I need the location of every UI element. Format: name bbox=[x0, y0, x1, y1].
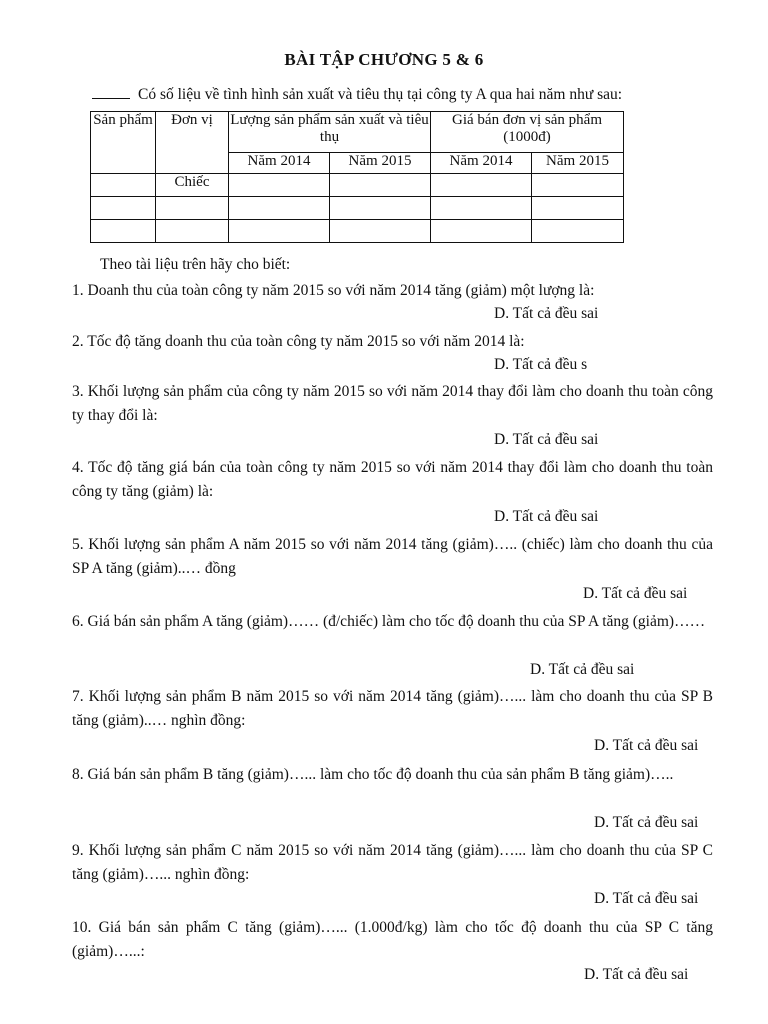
header-year: Năm 2015 bbox=[532, 153, 624, 174]
question-4 bbox=[72, 456, 713, 504]
table-cell bbox=[431, 220, 532, 243]
table-cell bbox=[532, 220, 624, 243]
table-cell bbox=[532, 174, 624, 197]
answer-blank bbox=[92, 86, 130, 99]
question-text: 1. Doanh thu của toàn công ty năm 2015 so với năm 2014 tăng (giảm) một lượng là: bbox=[72, 282, 595, 299]
table-cell bbox=[330, 174, 431, 197]
answer-option-6: D. Tất cả đều sai bbox=[530, 661, 635, 678]
table-cell bbox=[229, 174, 330, 197]
header-year: Năm 2015 bbox=[330, 153, 431, 174]
answer-option-1: D. Tất cả đều sai bbox=[494, 305, 599, 322]
answer-option-10: D. Tất cả đều sai bbox=[584, 966, 689, 983]
table-row bbox=[91, 197, 624, 220]
intro-text: Có số liệu về tình hình sản xuất và tiêu thụ tại công ty A qua hai năm như sau: bbox=[138, 86, 623, 103]
table-cell bbox=[229, 220, 330, 243]
header-year: Năm 2014 bbox=[229, 153, 330, 174]
answer-option-4: D. Tất cả đều sai bbox=[494, 508, 599, 525]
question-text: 7. Khối lượng sản phẩm B năm 2015 so với năm 2014 tăng (giảm)…... làm cho doanh thu của SP B tăng (giảm)..… nghìn đồng: bbox=[72, 688, 713, 729]
header-year: Năm 2014 bbox=[431, 153, 532, 174]
table-cell bbox=[91, 197, 156, 220]
table-cell bbox=[532, 197, 624, 220]
intro-line bbox=[92, 86, 622, 104]
question-text: 2. Tốc độ tăng doanh thu của toàn công ty năm 2015 so với năm 2014 là: bbox=[72, 333, 525, 350]
table-cell bbox=[91, 220, 156, 243]
question-6 bbox=[72, 610, 713, 634]
answer-option-8: D. Tất cả đều sai bbox=[594, 814, 699, 831]
question-8 bbox=[72, 763, 713, 787]
header-unit: Đơn vị bbox=[156, 112, 229, 174]
question-text: 10. Giá bán sản phẩm C tăng (giảm)…... (1.000đ/kg) làm cho tốc độ doanh thu của SP C tăng (giảm)…...: bbox=[72, 919, 713, 960]
table-cell bbox=[91, 174, 156, 197]
page-title: BÀI TẬP CHƯƠNG 5 & 6 bbox=[284, 50, 484, 69]
data-table bbox=[90, 111, 624, 243]
question-7 bbox=[72, 685, 713, 733]
answer-option-3: D. Tất cả đều sai bbox=[494, 431, 599, 448]
table-row bbox=[91, 174, 624, 197]
question-text: 4. Tốc độ tăng giá bán của toàn công ty năm 2015 so với năm 2014 thay đổi làm cho doanh thu toàn công ty tăng (giảm) là: bbox=[72, 459, 713, 500]
answer-option-5: D. Tất cả đều sai bbox=[583, 585, 688, 602]
instruction-text: Theo tài liệu trên hãy cho biết: bbox=[100, 256, 291, 273]
question-text: 8. Giá bán sản phẩm B tăng (giảm)…... làm cho tốc độ doanh thu của sản phẩm B tăng giảm)….. bbox=[72, 766, 674, 783]
question-text: 9. Khối lượng sản phẩm C năm 2015 so với năm 2014 tăng (giảm)…... làm cho doanh thu của SP C tăng (giảm)…... nghìn đồng: bbox=[72, 842, 713, 883]
table-row bbox=[91, 220, 624, 243]
table-cell: Chiếc bbox=[156, 174, 229, 197]
question-10 bbox=[72, 916, 713, 964]
question-text: 5. Khối lượng sản phẩm A năm 2015 so với năm 2014 tăng (giảm)….. (chiếc) làm cho doanh thu của SP A tăng (giảm)..… đồng bbox=[72, 536, 713, 577]
question-1 bbox=[72, 279, 713, 303]
header-quantity: Lượng sản phẩm sản xuất và tiêu thụ bbox=[229, 112, 431, 153]
table-cell bbox=[330, 197, 431, 220]
answer-option-9: D. Tất cả đều sai bbox=[594, 890, 699, 907]
table-cell bbox=[330, 220, 431, 243]
table-cell bbox=[229, 197, 330, 220]
table-cell bbox=[431, 197, 532, 220]
answer-option-7: D. Tất cả đều sai bbox=[594, 737, 699, 754]
answer-option-2: D. Tất cả đều s bbox=[494, 356, 588, 373]
question-text: 6. Giá bán sản phẩm A tăng (giảm)…… (đ/chiếc) làm cho tốc độ doanh thu của SP A tăng (giảm)…… bbox=[72, 613, 706, 630]
question-2 bbox=[72, 330, 713, 354]
header-price: Giá bán đơn vị sản phẩm (1000đ) bbox=[431, 112, 624, 153]
question-9 bbox=[72, 839, 713, 887]
question-text: 3. Khối lượng sản phẩm của công ty năm 2015 so với năm 2014 thay đổi làm cho doanh thu toàn công ty thay đổi là: bbox=[72, 383, 713, 424]
table-cell bbox=[431, 174, 532, 197]
question-3 bbox=[72, 380, 713, 428]
question-5 bbox=[72, 533, 713, 581]
table-cell bbox=[156, 197, 229, 220]
header-product: Sản phẩm bbox=[91, 112, 156, 174]
table-cell bbox=[156, 220, 229, 243]
